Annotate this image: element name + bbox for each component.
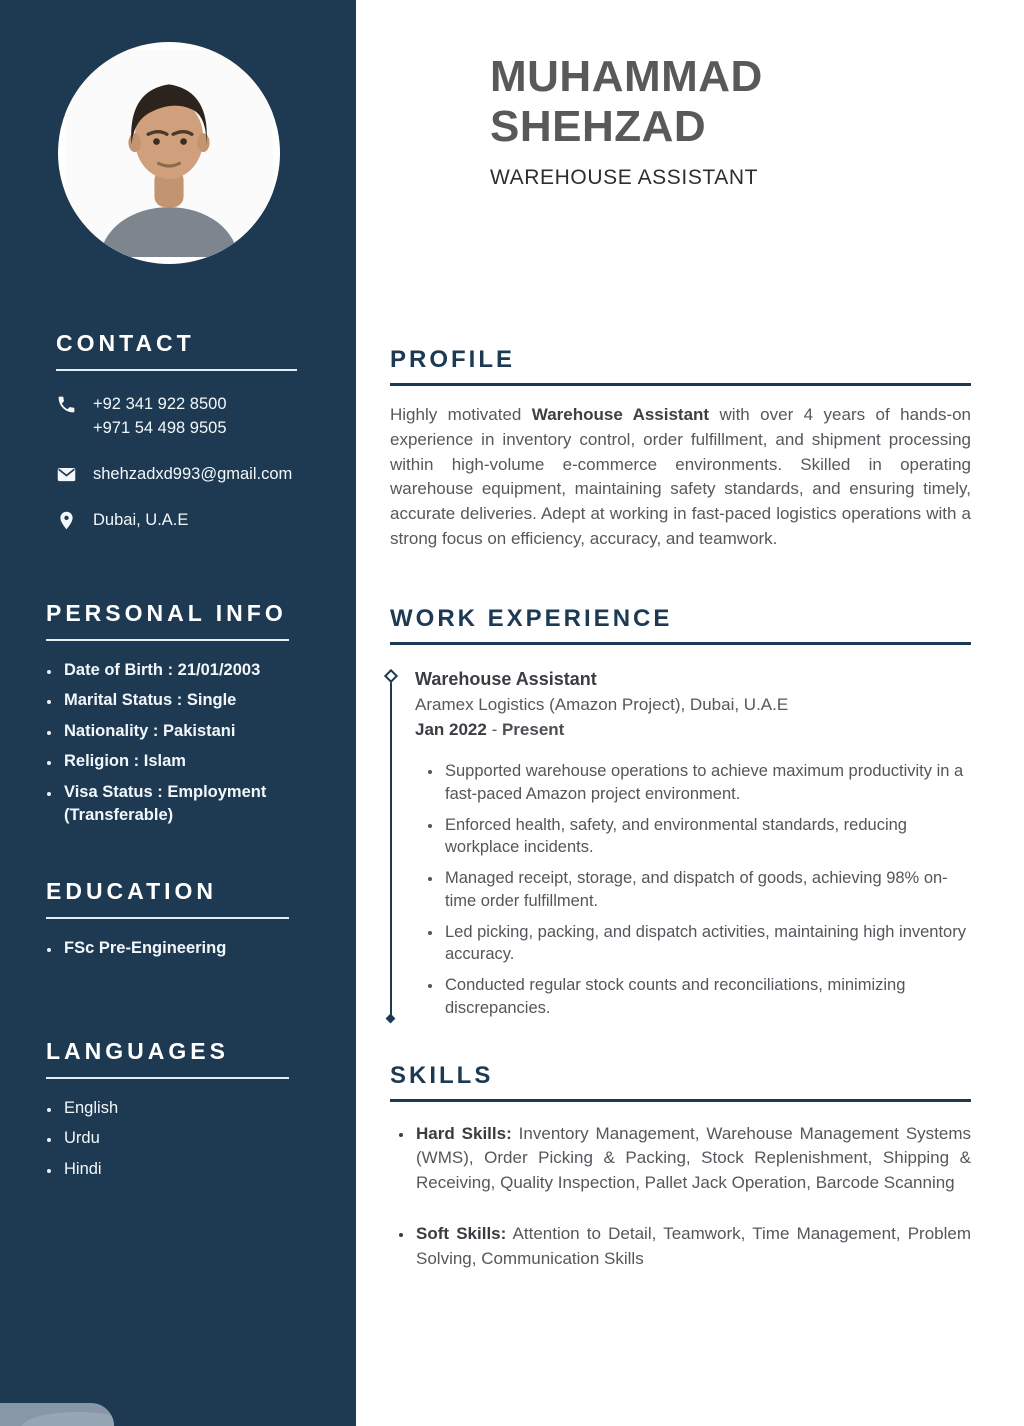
list-item: • Urdu bbox=[61, 1127, 356, 1150]
profile-photo bbox=[58, 42, 280, 264]
skills-item-soft bbox=[414, 1222, 971, 1271]
personal-info-section bbox=[0, 600, 356, 835]
envelope-icon bbox=[56, 464, 77, 485]
education-heading: EDUCATION bbox=[46, 878, 218, 904]
languages-underline bbox=[46, 1077, 289, 1079]
languages-section bbox=[0, 1038, 356, 1188]
education-list bbox=[46, 937, 356, 960]
profile-underline bbox=[390, 383, 971, 386]
education-underline bbox=[46, 917, 289, 919]
list-item: • Hindi bbox=[61, 1158, 356, 1181]
skills-heading: SKILLS bbox=[390, 1062, 494, 1089]
phone-numbers bbox=[93, 393, 227, 441]
job-role: Warehouse Assistant bbox=[415, 669, 597, 689]
list-item: • Marital Status : Single bbox=[61, 689, 356, 712]
contact-section bbox=[0, 330, 356, 555]
work-experience-section bbox=[390, 605, 971, 1028]
languages-list bbox=[46, 1097, 356, 1181]
work-experience-heading: WORK EXPERIENCE bbox=[390, 605, 673, 632]
contact-underline bbox=[56, 369, 297, 371]
profile-section bbox=[390, 346, 971, 552]
contact-location-row bbox=[56, 509, 356, 533]
job-title: WAREHOUSE ASSISTANT bbox=[490, 166, 759, 190]
location-text: Dubai, U.A.E bbox=[93, 510, 189, 529]
last-name: SHEHZAD bbox=[490, 101, 707, 151]
skills-item-hard bbox=[414, 1122, 971, 1195]
education-section bbox=[0, 878, 356, 967]
phone-icon bbox=[56, 394, 77, 415]
job-bullet: • Enforced health, safety, and environmental standards, reducing workplace incidents. bbox=[443, 814, 971, 860]
profile-paragraph bbox=[390, 403, 971, 552]
job-date-start: Jan 2022 bbox=[415, 720, 487, 739]
list-item: • Date of Birth : 21/01/2003 bbox=[61, 659, 356, 682]
job-date-end: Present bbox=[501, 720, 565, 739]
list-item: • English bbox=[61, 1097, 356, 1120]
profile-text-after: with over 4 years of hands-on experience in inventory control, order fulfillment, and shipment processing within high-volume e-commerce environments. Skilled in operating warehouse equipment, maintaining safety standards, and ensuring timely, accurate deliveries. Adept at working in fast-paced logistics operations with a strong focus on efficiency, accuracy, and teamwork. bbox=[390, 405, 972, 549]
job-dates bbox=[415, 720, 971, 740]
first-name: MUHAMMAD bbox=[490, 52, 763, 101]
location-pin-icon bbox=[56, 510, 77, 531]
profile-heading: PROFILE bbox=[390, 346, 516, 373]
job-company: Aramex Logistics (Amazon Project), Dubai, U.A.E bbox=[415, 695, 789, 714]
sidebar bbox=[0, 0, 356, 1426]
skills-list bbox=[390, 1122, 971, 1271]
email-address: shehzadxd993@gmail.com bbox=[93, 464, 293, 483]
job-date-separator: - bbox=[486, 720, 502, 739]
list-item: • FSc Pre-Engineering bbox=[61, 937, 356, 960]
page-title bbox=[490, 52, 970, 151]
work-experience-underline bbox=[390, 642, 971, 645]
corner-decoration bbox=[0, 1403, 114, 1426]
skills-section bbox=[390, 1062, 971, 1298]
job-bullet: • Conducted regular stock counts and reconciliations, minimizing discrepancies. bbox=[443, 974, 971, 1020]
job-entry bbox=[390, 669, 971, 1020]
list-item: • Nationality : Pakistani bbox=[61, 720, 356, 743]
personal-info-heading: PERSONAL INFO bbox=[46, 600, 287, 626]
phone-number-1: +92 341 922 8500 bbox=[93, 395, 227, 413]
profile-text-bold: Warehouse Assistant bbox=[531, 405, 710, 424]
languages-heading: LANGUAGES bbox=[46, 1038, 229, 1064]
contact-email-row bbox=[56, 463, 356, 487]
timeline-marker bbox=[390, 677, 392, 1016]
list-item: • Visa Status : Employment (Transferable) bbox=[61, 781, 356, 828]
skills-underline bbox=[390, 1099, 971, 1102]
contact-phone-row bbox=[56, 393, 356, 441]
contact-list bbox=[56, 393, 356, 533]
job-bullet: • Led picking, packing, and dispatch activities, maintaining high inventory accuracy. bbox=[443, 921, 971, 967]
soft-skills-text: Attention to Detail, Teamwork, Time Management, Problem Solving, Communication Skills bbox=[416, 1224, 971, 1268]
list-item: • Religion : Islam bbox=[61, 750, 356, 773]
contact-heading: CONTACT bbox=[56, 330, 195, 356]
job-bullet-list bbox=[415, 760, 971, 1020]
job-bullet: • Managed receipt, storage, and dispatch of goods, achieving 98% on-time order fulfillment. bbox=[443, 867, 971, 913]
header-block bbox=[490, 52, 970, 190]
soft-skills-label: Soft Skills: bbox=[416, 1224, 507, 1244]
profile-text-before: Highly motivated bbox=[390, 405, 532, 424]
hard-skills-label: Hard Skills: bbox=[416, 1124, 512, 1143]
personal-info-underline bbox=[46, 639, 289, 641]
hard-skills-text: Inventory Management, Warehouse Management Systems (WMS), Order Picking & Packing, Stock Replenishment, Shipping & Receiving, Quality Inspection, Pallet Jack Operation, Barcode Scanning bbox=[416, 1124, 971, 1192]
person-avatar-icon bbox=[65, 49, 273, 257]
phone-number-2: +971 54 498 9505 bbox=[93, 418, 227, 437]
job-bullet: • Supported warehouse operations to achieve maximum productivity in a fast-paced Amazon project environment. bbox=[443, 760, 971, 806]
personal-info-list bbox=[46, 659, 356, 828]
